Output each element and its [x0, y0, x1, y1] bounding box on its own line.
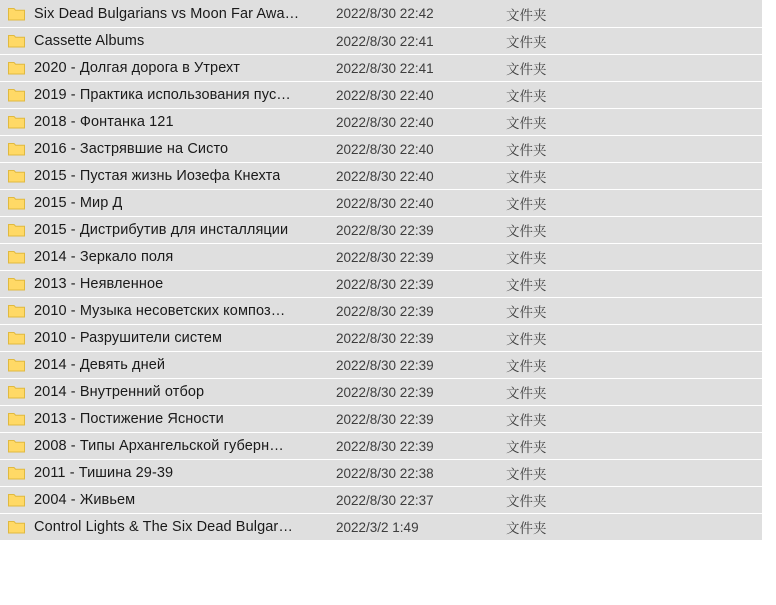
file-type-cell: 文件夹: [506, 224, 547, 239]
table-row[interactable]: [0, 297, 762, 324]
file-name-label: 2010 - Разрушители систем: [34, 330, 223, 346]
table-row[interactable]: [0, 135, 762, 162]
file-type-cell: 文件夹: [506, 143, 547, 158]
table-row[interactable]: [0, 162, 762, 189]
file-type-cell: 文件夹: [506, 332, 547, 347]
file-type-cell: 文件夹: [506, 251, 547, 266]
file-date-cell: 2022/8/30 22:38: [336, 465, 434, 481]
file-name-label: 2014 - Девять дней: [34, 357, 166, 373]
table-row[interactable]: [0, 459, 762, 486]
table-row[interactable]: [0, 81, 762, 108]
file-name-cell[interactable]: [0, 357, 336, 373]
file-type-cell: 文件夹: [506, 7, 547, 23]
file-name-cell[interactable]: [0, 195, 336, 211]
file-name-label: Six Dead Bulgarians vs Moon Far Awa…: [34, 5, 300, 22]
file-name-cell[interactable]: [0, 141, 336, 157]
file-type-cell: 文件夹: [506, 305, 547, 320]
bottom-gutter: [0, 560, 776, 605]
folder-icon: [8, 61, 25, 75]
folder-icon: [8, 250, 25, 264]
file-date-cell: 2022/8/30 22:39: [336, 330, 434, 346]
folder-icon: [8, 412, 25, 426]
file-date-cell: 2022/8/30 22:40: [336, 141, 434, 157]
file-date-cell: 2022/8/30 22:39: [336, 357, 434, 373]
file-name-label: 2014 - Зеркало поля: [34, 249, 174, 265]
file-date-cell: 2022/8/30 22:39: [336, 303, 434, 319]
folder-icon: [8, 196, 25, 210]
file-name-cell[interactable]: [0, 87, 336, 103]
file-date-cell: 2022/8/30 22:40: [336, 168, 434, 184]
folder-icon: [8, 88, 25, 102]
file-type-cell: 文件夹: [506, 170, 547, 185]
file-name-cell[interactable]: [0, 465, 336, 481]
file-name-label: 2016 - Застрявшие на Систо: [34, 141, 229, 157]
folder-icon: [8, 331, 25, 345]
table-row[interactable]: [0, 324, 762, 351]
folder-icon: [8, 142, 25, 156]
file-name-cell[interactable]: [0, 519, 336, 535]
file-name-label: 2004 - Живьем: [34, 492, 136, 508]
file-name-label: 2013 - Неявленное: [34, 276, 164, 292]
table-row[interactable]: [0, 432, 762, 459]
file-date-cell: 2022/8/30 22:39: [336, 276, 434, 292]
file-name-cell[interactable]: [0, 6, 336, 22]
file-name-cell[interactable]: [0, 303, 336, 319]
file-date-cell: 2022/8/30 22:39: [336, 222, 434, 238]
file-name-cell[interactable]: [0, 384, 336, 400]
table-row[interactable]: [0, 54, 762, 81]
folder-icon: [8, 520, 25, 534]
file-name-label: 2013 - Постижение Ясности: [34, 411, 224, 427]
file-name-cell[interactable]: [0, 60, 336, 76]
folder-icon: [8, 439, 25, 453]
file-type-cell: 文件夹: [506, 521, 547, 536]
folder-icon: [8, 7, 25, 21]
file-type-cell: 文件夹: [506, 89, 547, 104]
file-name-label: 2008 - Типы Архангельской губерн…: [34, 438, 284, 454]
file-name-label: 2010 - Музыка несоветских композ…: [34, 303, 286, 319]
file-date-cell: 2022/8/30 22:39: [336, 249, 434, 265]
file-name-label: 2015 - Мир Д: [34, 195, 123, 211]
folder-icon: [8, 277, 25, 291]
file-name-label: Cassette Albums: [34, 33, 145, 49]
folder-icon: [8, 385, 25, 399]
file-type-cell: 文件夹: [506, 359, 547, 374]
folder-icon: [8, 466, 25, 480]
folder-icon: [8, 493, 25, 507]
table-row[interactable]: [0, 0, 762, 27]
file-name-label: 2015 - Дистрибутив для инсталляции: [34, 222, 289, 238]
file-type-cell: 文件夹: [506, 62, 547, 77]
file-name-label: 2015 - Пустая жизнь Иозефа Кнехта: [34, 168, 281, 184]
table-row[interactable]: [0, 108, 762, 135]
file-type-cell: 文件夹: [506, 386, 547, 401]
file-name-cell[interactable]: [0, 438, 336, 454]
file-name-label: 2014 - Внутренний отбор: [34, 384, 205, 400]
file-name-label: Control Lights & The Six Dead Bulgar…: [34, 519, 293, 535]
table-row[interactable]: [0, 216, 762, 243]
folder-icon: [8, 34, 25, 48]
file-date-cell: 2022/8/30 22:39: [336, 411, 434, 427]
file-name-label: 2020 - Долгая дорога в Утрехт: [34, 60, 240, 76]
file-name-cell[interactable]: [0, 249, 336, 265]
file-name-cell[interactable]: [0, 33, 336, 49]
folder-icon: [8, 304, 25, 318]
file-date-cell: 2022/8/30 22:39: [336, 384, 434, 400]
file-name-cell[interactable]: [0, 492, 336, 508]
file-type-cell: 文件夹: [506, 494, 547, 509]
file-date-cell: 2022/8/30 22:41: [336, 60, 434, 76]
folder-icon: [8, 115, 25, 129]
folder-icon: [8, 223, 25, 237]
file-date-cell: 2022/8/30 22:39: [336, 438, 434, 454]
table-row[interactable]: [0, 486, 762, 513]
folder-icon: [8, 358, 25, 372]
table-row[interactable]: [0, 405, 762, 432]
file-name-cell[interactable]: [0, 168, 336, 184]
file-name-cell[interactable]: [0, 114, 336, 130]
folder-icon: [8, 169, 25, 183]
file-type-cell: 文件夹: [506, 35, 547, 50]
right-gutter: [762, 0, 776, 605]
table-row[interactable]: [0, 513, 762, 540]
file-date-cell: 2022/8/30 22:40: [336, 87, 434, 103]
file-name-label: 2019 - Практика использования пус…: [34, 87, 291, 103]
file-date-cell: 2022/3/2 1:49: [336, 519, 419, 535]
file-type-cell: 文件夹: [506, 116, 547, 131]
file-name-cell[interactable]: [0, 276, 336, 292]
file-date-cell: 2022/8/30 22:40: [336, 195, 434, 211]
file-name-cell[interactable]: [0, 411, 336, 427]
file-name-label: 2011 - Тишина 29-39: [34, 465, 174, 481]
table-row[interactable]: [0, 243, 762, 270]
table-row[interactable]: [0, 378, 762, 405]
file-type-cell: 文件夹: [506, 197, 547, 212]
table-row[interactable]: [0, 189, 762, 216]
file-type-cell: 文件夹: [506, 413, 547, 428]
table-row[interactable]: [0, 351, 762, 378]
file-name-cell[interactable]: [0, 330, 336, 346]
table-row[interactable]: [0, 27, 762, 54]
file-date-cell: 2022/8/30 22:40: [336, 114, 434, 130]
file-type-cell: 文件夹: [506, 278, 547, 293]
table-row[interactable]: [0, 270, 762, 297]
file-date-cell: 2022/8/30 22:41: [336, 33, 434, 49]
file-date-cell: 2022/8/30 22:42: [336, 6, 434, 21]
file-type-cell: 文件夹: [506, 467, 547, 482]
file-date-cell: 2022/8/30 22:37: [336, 492, 434, 508]
file-type-cell: 文件夹: [506, 440, 547, 455]
file-name-label: 2018 - Фонтанка 121: [34, 114, 174, 130]
file-name-cell[interactable]: [0, 222, 336, 238]
